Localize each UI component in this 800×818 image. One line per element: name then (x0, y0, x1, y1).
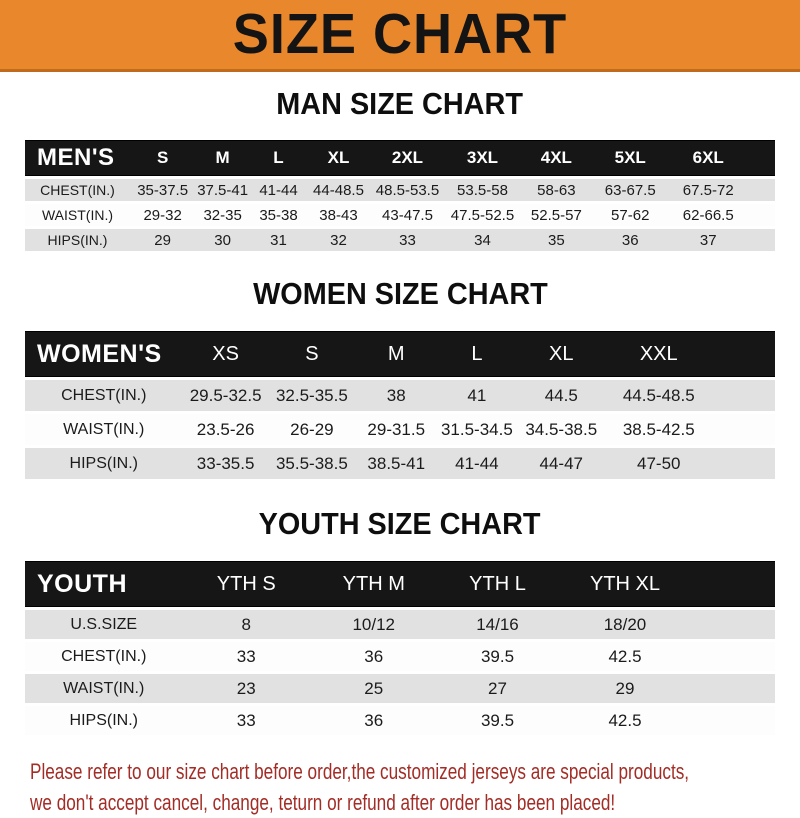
row-label: CHEST(IN.) (25, 179, 130, 201)
row-label: WAIST(IN.) (25, 204, 130, 226)
row-spacer (693, 610, 776, 639)
size-cell: 63-67.5 (593, 179, 668, 201)
youth-section-heading-text: YOUTH SIZE CHART (259, 506, 541, 541)
size-cell: 29.5-32.5 (183, 380, 269, 411)
men-column-header: 2XL (370, 140, 445, 176)
men-column-header: XL (307, 140, 370, 176)
youth-waist-row (25, 674, 775, 703)
youth-section-heading (0, 506, 800, 545)
size-chart-banner (0, 0, 800, 72)
size-cell: 33 (183, 642, 311, 671)
size-cell: 44-47 (516, 448, 606, 479)
size-cell: 18/20 (558, 610, 693, 639)
row-label: U.S.SIZE (25, 610, 183, 639)
women-hips-row (25, 448, 775, 479)
size-cell: 48.5-53.5 (370, 179, 445, 201)
size-cell: 38-43 (307, 204, 370, 226)
size-cell: 36 (310, 706, 438, 735)
size-cell: 53.5-58 (445, 179, 520, 201)
men-hips-row (25, 229, 775, 251)
youth-column-header: YTH L (438, 561, 558, 607)
youth-size-table (25, 558, 775, 738)
row-label: HIPS(IN.) (25, 229, 130, 251)
men-column-header: 4XL (520, 140, 593, 176)
women-corner-label: WOMEN'S (25, 331, 183, 377)
youth-header-row (25, 561, 775, 607)
row-label: HIPS(IN.) (25, 706, 183, 735)
size-cell: 62-66.5 (668, 204, 749, 226)
size-cell: 41 (438, 380, 517, 411)
size-cell: 39.5 (438, 642, 558, 671)
row-label: HIPS(IN.) (25, 448, 183, 479)
size-cell: 44.5-48.5 (606, 380, 711, 411)
men-size-table (25, 137, 775, 254)
women-column-header: XXL (606, 331, 711, 377)
size-cell: 37.5-41 (195, 179, 250, 201)
row-label: CHEST(IN.) (25, 642, 183, 671)
note-line-1: Please refer to our size chart before order,the customized jerseys are special products, (30, 759, 690, 784)
women-section-heading (0, 276, 800, 315)
size-cell: 32-35 (195, 204, 250, 226)
size-cell: 33 (370, 229, 445, 251)
size-cell: 47.5-52.5 (445, 204, 520, 226)
man-section-heading (0, 86, 800, 125)
women-waist-row (25, 414, 775, 445)
women-column-header: S (269, 331, 355, 377)
size-cell: 44-48.5 (307, 179, 370, 201)
row-spacer (711, 380, 775, 411)
women-header-spacer (711, 331, 775, 377)
row-spacer (693, 706, 776, 735)
size-cell: 33 (183, 706, 311, 735)
size-cell: 26-29 (269, 414, 355, 445)
size-cell: 57-62 (593, 204, 668, 226)
women-header-row (25, 331, 775, 377)
size-cell: 42.5 (558, 706, 693, 735)
men-waist-row (25, 204, 775, 226)
size-cell: 30 (195, 229, 250, 251)
order-policy-note (0, 756, 800, 818)
size-cell: 27 (438, 674, 558, 703)
size-cell: 35 (520, 229, 593, 251)
youth-hips-row (25, 706, 775, 735)
size-cell: 32 (307, 229, 370, 251)
row-spacer (693, 642, 776, 671)
size-cell: 31.5-34.5 (438, 414, 517, 445)
size-cell: 37 (668, 229, 749, 251)
women-column-header: XL (516, 331, 606, 377)
women-column-header: XS (183, 331, 269, 377)
size-cell: 23.5-26 (183, 414, 269, 445)
row-label: WAIST(IN.) (25, 414, 183, 445)
size-cell: 25 (310, 674, 438, 703)
size-cell: 8 (183, 610, 311, 639)
man-section-heading-text: MAN SIZE CHART (276, 86, 524, 121)
size-cell: 39.5 (438, 706, 558, 735)
women-section-heading-text: WOMEN SIZE CHART (252, 276, 548, 311)
men-header-row (25, 140, 775, 176)
size-cell: 34.5-38.5 (516, 414, 606, 445)
size-cell: 38.5-42.5 (606, 414, 711, 445)
row-label: WAIST(IN.) (25, 674, 183, 703)
size-cell: 33-35.5 (183, 448, 269, 479)
youth-corner-label: YOUTH (25, 561, 183, 607)
youth-column-header: YTH M (310, 561, 438, 607)
size-cell: 31 (250, 229, 307, 251)
size-cell: 29-31.5 (355, 414, 438, 445)
women-chest-row (25, 380, 775, 411)
size-cell: 36 (310, 642, 438, 671)
women-size-table (25, 328, 775, 482)
youth-column-header: YTH XL (558, 561, 693, 607)
men-column-header: 5XL (593, 140, 668, 176)
youth-ussize-row (25, 610, 775, 639)
men-column-header: 6XL (668, 140, 749, 176)
size-cell: 34 (445, 229, 520, 251)
men-column-header: M (195, 140, 250, 176)
row-spacer (693, 674, 776, 703)
size-cell: 35.5-38.5 (269, 448, 355, 479)
size-cell: 44.5 (516, 380, 606, 411)
youth-column-header: YTH S (183, 561, 311, 607)
men-chest-row (25, 179, 775, 201)
size-cell: 41-44 (250, 179, 307, 201)
men-column-header: 3XL (445, 140, 520, 176)
men-column-header: S (130, 140, 195, 176)
size-cell: 67.5-72 (668, 179, 749, 201)
row-spacer (711, 448, 775, 479)
youth-chest-row (25, 642, 775, 671)
size-cell: 36 (593, 229, 668, 251)
youth-header-spacer (693, 561, 776, 607)
size-cell: 38.5-41 (355, 448, 438, 479)
men-corner-label: MEN'S (25, 140, 130, 176)
size-cell: 43-47.5 (370, 204, 445, 226)
note-line-2: we don't accept cancel, change, teturn or refund after order has been placed! (30, 790, 616, 815)
men-header-spacer (749, 140, 775, 176)
size-cell: 14/16 (438, 610, 558, 639)
size-cell: 52.5-57 (520, 204, 593, 226)
size-cell: 38 (355, 380, 438, 411)
size-cell: 32.5-35.5 (269, 380, 355, 411)
row-spacer (749, 179, 775, 201)
women-column-header: L (438, 331, 517, 377)
row-label: CHEST(IN.) (25, 380, 183, 411)
row-spacer (749, 229, 775, 251)
size-cell: 41-44 (438, 448, 517, 479)
size-cell: 10/12 (310, 610, 438, 639)
size-cell: 29-32 (130, 204, 195, 226)
women-column-header: M (355, 331, 438, 377)
row-spacer (749, 204, 775, 226)
size-cell: 35-38 (250, 204, 307, 226)
size-cell: 23 (183, 674, 311, 703)
size-cell: 58-63 (520, 179, 593, 201)
banner-title: SIZE CHART (232, 2, 568, 66)
size-cell: 29 (130, 229, 195, 251)
size-cell: 35-37.5 (130, 179, 195, 201)
men-column-header: L (250, 140, 307, 176)
size-cell: 29 (558, 674, 693, 703)
size-cell: 47-50 (606, 448, 711, 479)
row-spacer (711, 414, 775, 445)
size-cell: 42.5 (558, 642, 693, 671)
